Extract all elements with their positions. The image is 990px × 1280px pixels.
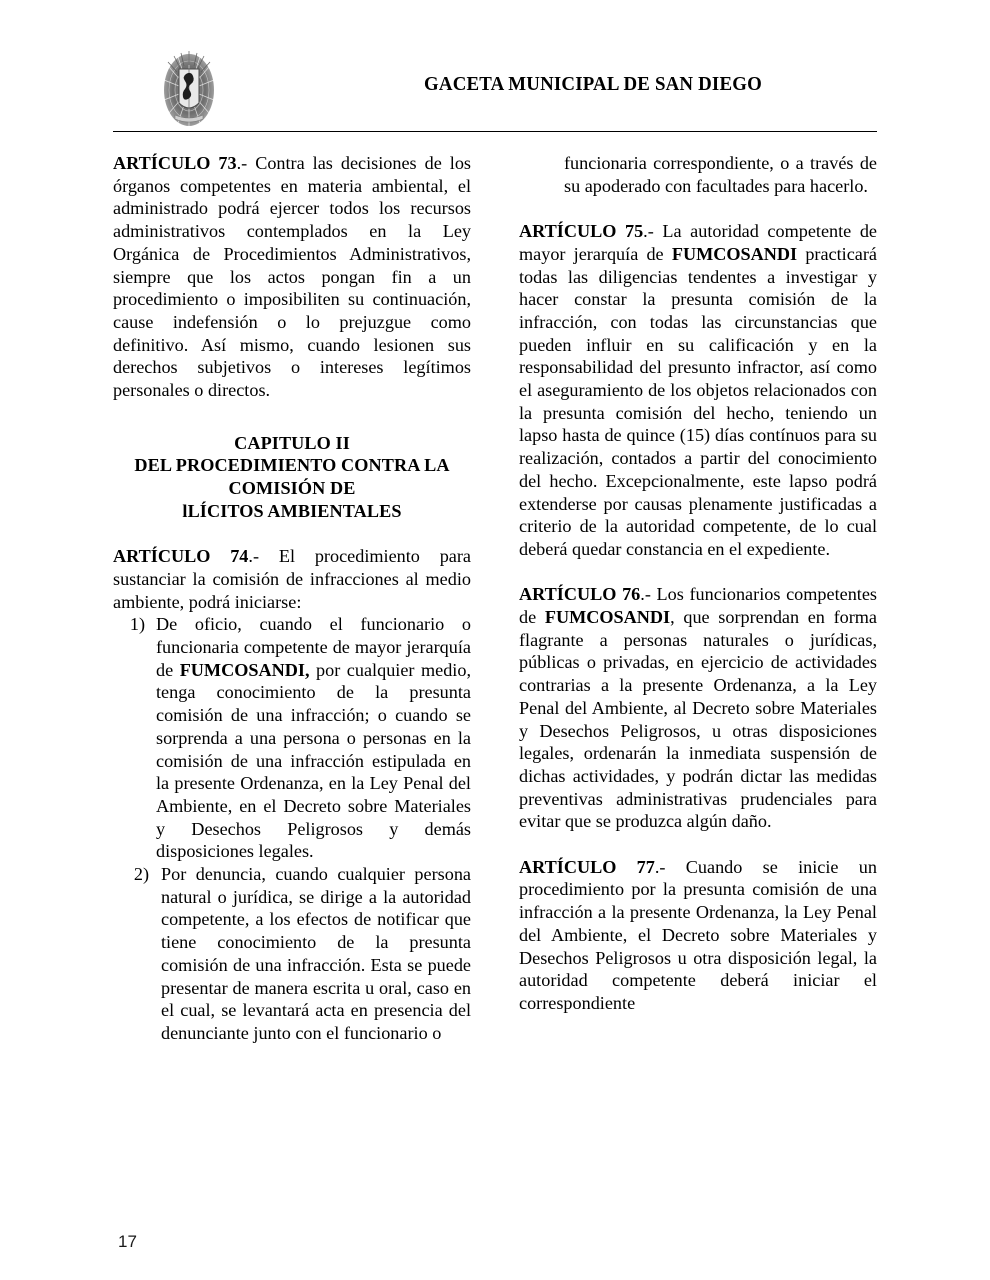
chapter-heading-line-1: CAPITULO II — [234, 432, 350, 453]
list-item-text-part2: por cualquier medio, tenga conocimiento de la presunta comisión de una infracción; o cuando se sorprenda a una persona o personas en la comisión de una infracción estipulada en la presente Ordenanza, en la Ley Penal del Ambiente, en el Decreto sobre Materiales y Desechos Peligrosos y demás disposiciones legales. — [156, 659, 471, 862]
article-76-text-part2: , que sorprendan en forma flagrante a personas naturales o jurídicas, públicas o privadas, en ejercicio de actividades contrarias a la presente Ordenanza, a la Ley Penal del Ambiente, al Decreto sobre Materiales y Desechos Peligrosos, u otras disposiciones legales, ordenarán la inmediata suspensión de dichas actividades, y podrán dictar las medidas preventivas administrativas prudenciales para evitar que se produzca algún daño. — [519, 607, 877, 832]
article-76-number: 76 — [622, 584, 641, 605]
spacer — [113, 402, 471, 432]
coat-of-arms-icon — [153, 47, 225, 131]
article-76-text-part1: Los funcionarios competentes de — [519, 584, 877, 628]
article-76-paragraph — [519, 583, 877, 833]
article-75-bold-term: FUMCOSANDI — [671, 243, 798, 264]
article-73-label: ARTÍCULO 73 — [113, 153, 237, 173]
article-75-label: ARTÍCULO 75 — [519, 221, 644, 242]
spacer — [519, 561, 877, 584]
article-76-dash: .- — [640, 584, 657, 605]
list-item-marker: 2) — [133, 864, 149, 885]
article-76-bold-term: FUMCOSANDI — [544, 607, 671, 628]
article-75-text-part1: La autoridad competente de mayor jerarquía de — [519, 221, 878, 264]
article-73-paragraph — [113, 152, 471, 402]
article-74-label: ARTÍCULO 74 — [113, 546, 249, 567]
list-item-bold-term: FUMCOSANDI, — [179, 659, 310, 680]
chapter-heading-line-3: COMISIÓN DE — [228, 478, 356, 499]
article-77-body: Cuando se inicie un procedimiento por la presunta comisión de una infracción a la presente Ordenanza, la Ley Penal del Ambiente, el Decreto sobre Materiales y Desechos Peligrosos u otra disposición legal, la autoridad competente deberá iniciar el correspondiente — [519, 856, 877, 1013]
procedure-list — [113, 613, 471, 1044]
article-74-dash: .- — [248, 546, 279, 567]
article-75-paragraph — [519, 220, 877, 561]
list-item — [113, 863, 471, 1045]
chapter-heading-line-4: lLÍCITOS AMBIENTALES — [182, 500, 402, 521]
left-column — [113, 152, 471, 1045]
article-77-paragraph — [519, 856, 877, 1015]
chapter-heading-line-2: DEL PROCEDIMIENTO CONTRA LA — [134, 455, 450, 476]
article-75-dash: .- — [643, 221, 663, 242]
list-item-continuation-paragraph: funcionaria correspondiente, o a través de su apoderado con facultades para hacerlo. — [564, 153, 877, 196]
list-item-text-part1: Por denuncia, cuando cualquier persona natural o jurídica, se dirige a la autoridad competente, a los efectos de notificar que tiene conocimiento de la presunta comisión de una infracción. Esta se puede presentar de manera escrita u oral, caso en el cual, se levantará acta en presencia del denunciante junto con el funcionario o — [161, 864, 471, 1043]
list-item-marker: 1) — [129, 614, 145, 635]
spacer — [519, 197, 877, 220]
spacer — [519, 833, 877, 856]
page-header — [113, 45, 877, 130]
article-77-dash: .- — [654, 856, 686, 877]
article-74-body: El procedimiento para sustanciar la comisión de infracciones al medio ambiente, podrá iniciarse: — [113, 546, 471, 612]
article-76-label: ARTÍCULO — [519, 584, 617, 605]
header-divider — [113, 131, 877, 132]
page-title: GACETA MUNICIPAL DE SAN DIEGO — [424, 73, 762, 95]
list-item-text-part1: De oficio, cuando el funcionario o funcionaria competente de mayor jerarquía de — [156, 614, 471, 680]
article-74-paragraph — [113, 545, 471, 613]
article-75-text-part2: practicará todas las diligencias tendentes a investigar y hacer constar la presunta comisión de la infracción, con todas las circunstancias que pueden influir en su calificación y en la responsabilidad del presunto infractor, así como el aseguramiento de los objetos relacionados con la presunta comisión del hecho, teniendo un lapso hasta de quince (15) días contínuos para su realización, contados a partir del conocimiento del hecho. Excepcionalmente, este lapso podrá extenderse por causas plenamente justificadas a criterio de la autoridad competente, de lo cual deberá quedar constancia en el expediente. — [519, 243, 877, 559]
page-number: 17 — [118, 1232, 137, 1251]
list-item — [113, 613, 471, 863]
article-73-body: Contra las decisiones de los órganos competentes en materia ambiental, el administrado podrá ejercer todos los recursos administrativos contemplados en la Ley Orgánica de Procedimientos Administrativos, siempre que los actos pongan fin a un procedimiento o imposibiliten su continuación, cause indefensión o lo prejuzgue como definitivo. Así mismo, cuando lesionen sus derechos subjetivos o intereses legítimos personales o directos. — [113, 153, 472, 401]
article-73-dash: .- — [236, 153, 256, 173]
spacer — [113, 523, 471, 546]
chapter-heading — [113, 432, 471, 523]
two-column-body — [113, 152, 877, 1162]
article-77-label: ARTÍCULO 77 — [519, 856, 655, 877]
right-column — [519, 152, 877, 1015]
